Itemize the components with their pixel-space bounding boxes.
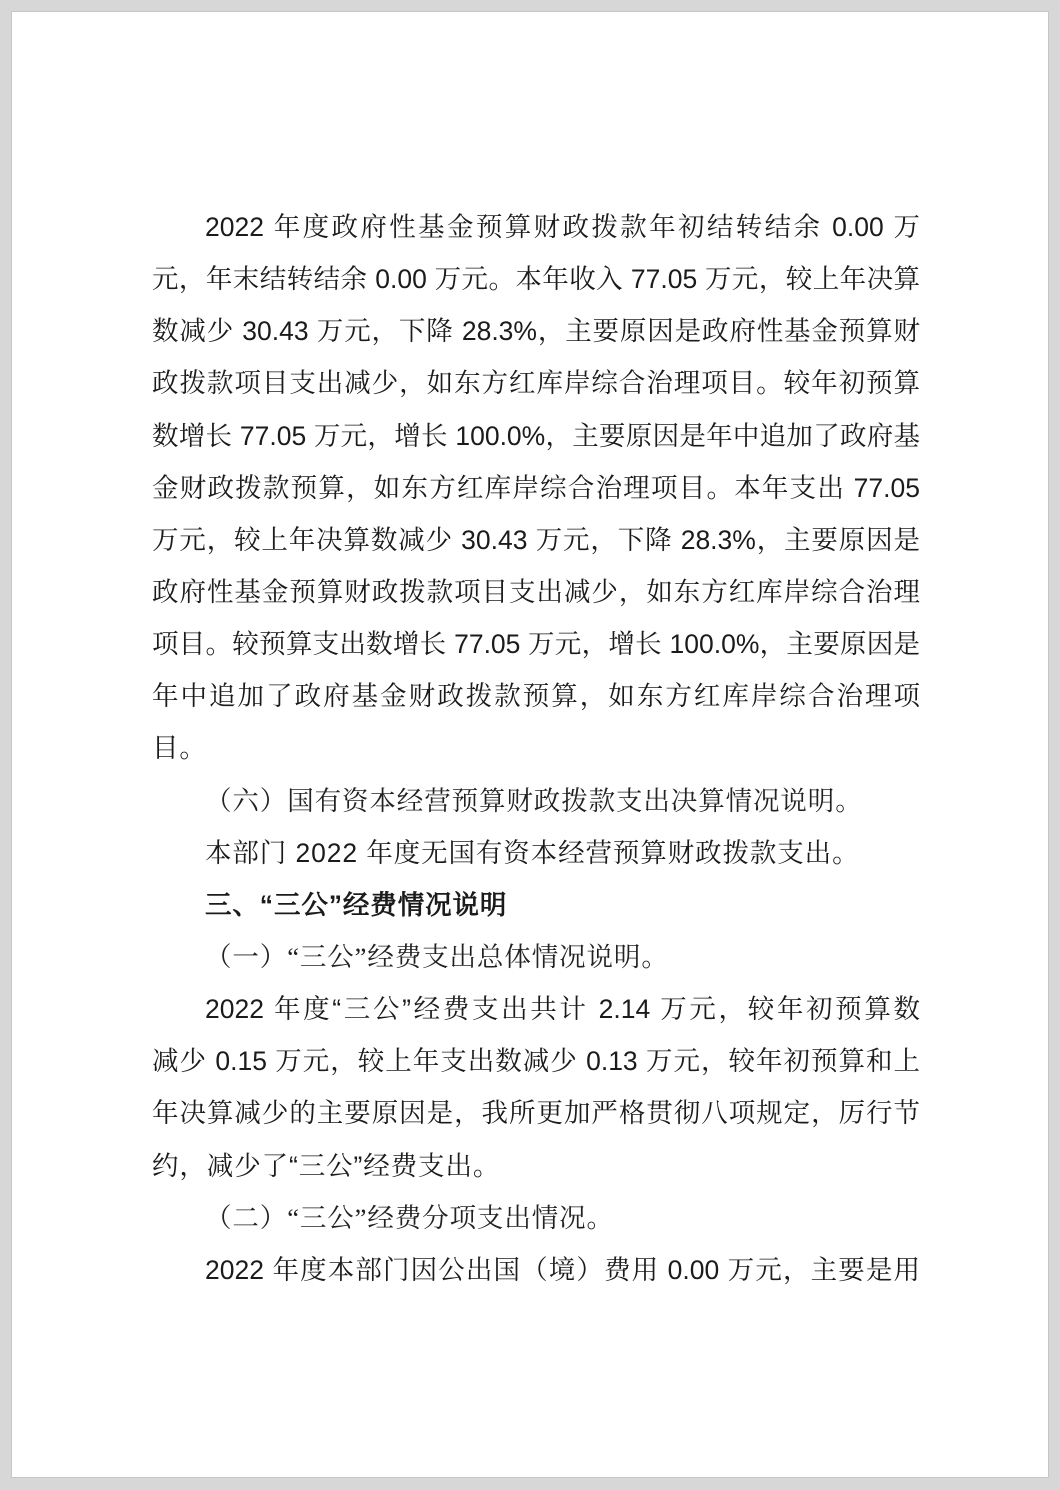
paragraph-line: 政拨款项目支出减少，如东方红库岸综合治理项目。较年初预算 [152,368,920,399]
paragraph-line: 目。 [152,733,207,764]
paragraph-line: 2022 年度政府性基金预算财政拨款年初结转结余 0.00 万 [205,212,920,242]
government-fund-paragraph [152,201,920,775]
paragraph-line: 政府性基金预算财政拨款项目支出减少，如东方红库岸综合治理 [152,576,920,607]
section-three-heading: 三、“三公”经费情况说明 [205,889,508,920]
paragraph-line: 2022 年度本部门因公出国（境）费用 0.00 万元，主要是用 [205,1254,920,1285]
paragraph-line: 项目。较预算支出数增长 77.05 万元，增长 100.0%，主要原因是 [152,629,920,660]
paragraph-line: 2022 年度“三公”经费支出共计 2.14 万元，较年初预算数 [205,994,920,1025]
paragraph-line: 约，减少了“三公”经费支出。 [152,1150,501,1181]
state-capital-paragraph: 本部门 2022 年度无国有资本经营预算财政拨款支出。 [205,837,860,868]
paragraph-line: 年中追加了政府基金财政拨款预算，如东方红库岸综合治理项 [152,681,920,712]
paragraph-line: 数减少 30.43 万元，下降 28.3%，主要原因是政府性基金预算财 [152,316,920,347]
paragraph-line: 元，年末结转结余 0.00 万元。本年收入 77.05 万元，较上年决算 [152,264,920,295]
overall-expense-heading: （一）“三公”经费支出总体情况说明。 [205,941,669,972]
document-page [11,11,1049,1478]
paragraph-line: 年决算减少的主要原因是，我所更加严格贯彻八项规定，厉行节 [152,1098,920,1129]
paragraph-line: 金财政拨款预算，如东方红库岸综合治理项目。本年支出 77.05 [152,472,920,503]
overall-expense-paragraph [152,983,920,1192]
itemized-expense-heading: （二）“三公”经费分项支出情况。 [205,1202,614,1233]
itemized-expense-paragraph [152,1244,920,1296]
document-body [152,201,920,1296]
paragraph-line: 万元，较上年决算数减少 30.43 万元，下降 28.3%，主要原因是 [152,524,920,555]
state-capital-heading: （六）国有资本经营预算财政拨款支出决算情况说明。 [205,785,863,816]
paragraph-line: 数增长 77.05 万元，增长 100.0%，主要原因是年中追加了政府基 [152,420,920,451]
paragraph-line: 减少 0.15 万元，较上年支出数减少 0.13 万元，较年初预算和上 [152,1046,920,1077]
